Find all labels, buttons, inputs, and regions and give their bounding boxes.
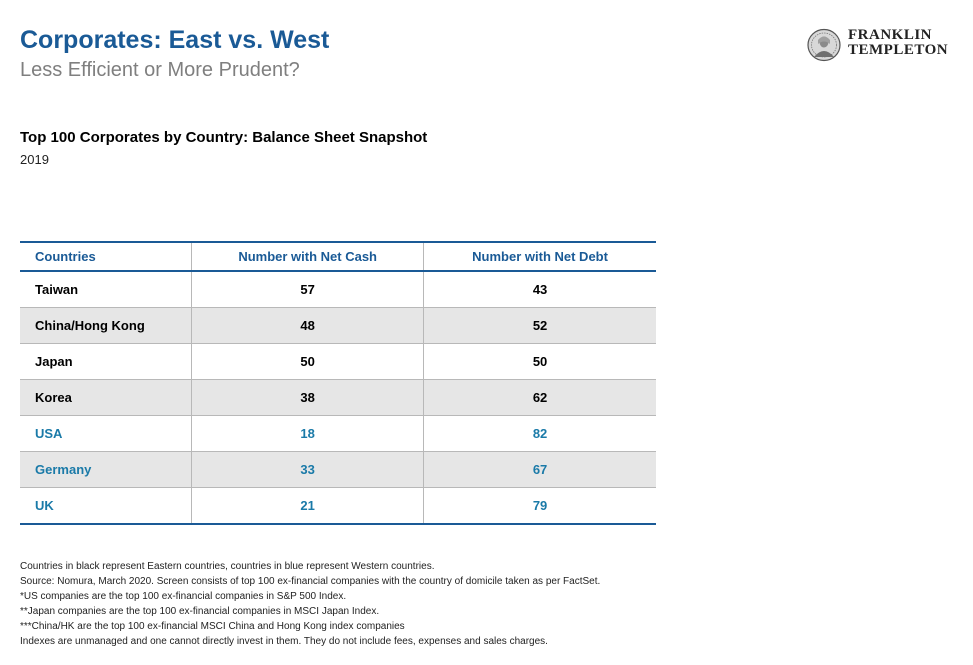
net-cash-cell: 48 bbox=[192, 308, 424, 344]
table-title: Top 100 Corporates by Country: Balance Sheet Snapshot bbox=[20, 129, 428, 146]
net-debt-cell: 67 bbox=[424, 452, 656, 488]
table-row bbox=[20, 380, 656, 416]
country-cell: USA bbox=[20, 416, 192, 452]
footnote-line: Countries in black represent Eastern countries, countries in blue represent Western countries. bbox=[20, 561, 435, 572]
column-header-net-debt: Number with Net Debt bbox=[424, 242, 656, 271]
column-header-countries: Countries bbox=[20, 242, 192, 271]
footnotes bbox=[20, 559, 600, 649]
table-row bbox=[20, 344, 656, 380]
table-row bbox=[20, 271, 656, 308]
net-debt-cell: 52 bbox=[424, 308, 656, 344]
page-title: Corporates: East vs. West bbox=[20, 26, 330, 54]
franklin-portrait-seal-icon bbox=[806, 28, 842, 62]
table-year: 2019 bbox=[20, 152, 49, 167]
country-cell: China/Hong Kong bbox=[20, 308, 192, 344]
net-cash-cell: 38 bbox=[192, 380, 424, 416]
net-cash-cell: 33 bbox=[192, 452, 424, 488]
net-debt-cell: 82 bbox=[424, 416, 656, 452]
page-subtitle: Less Efficient or More Prudent? bbox=[20, 59, 300, 81]
table-row bbox=[20, 308, 656, 344]
country-cell: Germany bbox=[20, 452, 192, 488]
net-debt-cell: 62 bbox=[424, 380, 656, 416]
footnote-line: Source: Nomura, March 2020. Screen consists of top 100 ex-financial companies with the country of domicile taken as per FactSet. bbox=[20, 576, 601, 587]
footnote-line: *US companies are the top 100 ex-financial companies in S&P 500 Index. bbox=[20, 591, 347, 602]
net-cash-cell: 57 bbox=[192, 271, 424, 308]
country-cell: UK bbox=[20, 488, 192, 525]
footnote-line: **Japan companies are the top 100 ex-financial companies in MSCI Japan Index. bbox=[20, 606, 380, 617]
net-debt-cell: 79 bbox=[424, 488, 656, 525]
column-header-net-cash: Number with Net Cash bbox=[192, 242, 424, 271]
net-debt-cell: 43 bbox=[424, 271, 656, 308]
footnote-line: Indexes are unmanaged and one cannot directly invest in them. They do not include fees, expenses and sales charges. bbox=[20, 636, 548, 647]
table-header-row bbox=[20, 242, 656, 271]
logo-line-2: TEMPLETON bbox=[848, 42, 949, 58]
country-cell: Taiwan bbox=[20, 271, 192, 308]
country-cell: Korea bbox=[20, 380, 192, 416]
table-row bbox=[20, 416, 656, 452]
table-row bbox=[20, 488, 656, 525]
footnote-line: ***China/HK are the top 100 ex-financial MSCI China and Hong Kong index companies bbox=[20, 621, 405, 632]
country-cell: Japan bbox=[20, 344, 192, 380]
net-debt-cell: 50 bbox=[424, 344, 656, 380]
franklin-templeton-logo bbox=[806, 28, 966, 64]
table-row bbox=[20, 452, 656, 488]
net-cash-cell: 18 bbox=[192, 416, 424, 452]
net-cash-cell: 50 bbox=[192, 344, 424, 380]
logo-line-1: FRANKLIN bbox=[848, 27, 933, 43]
net-cash-cell: 21 bbox=[192, 488, 424, 525]
balance-sheet-table bbox=[20, 241, 656, 525]
